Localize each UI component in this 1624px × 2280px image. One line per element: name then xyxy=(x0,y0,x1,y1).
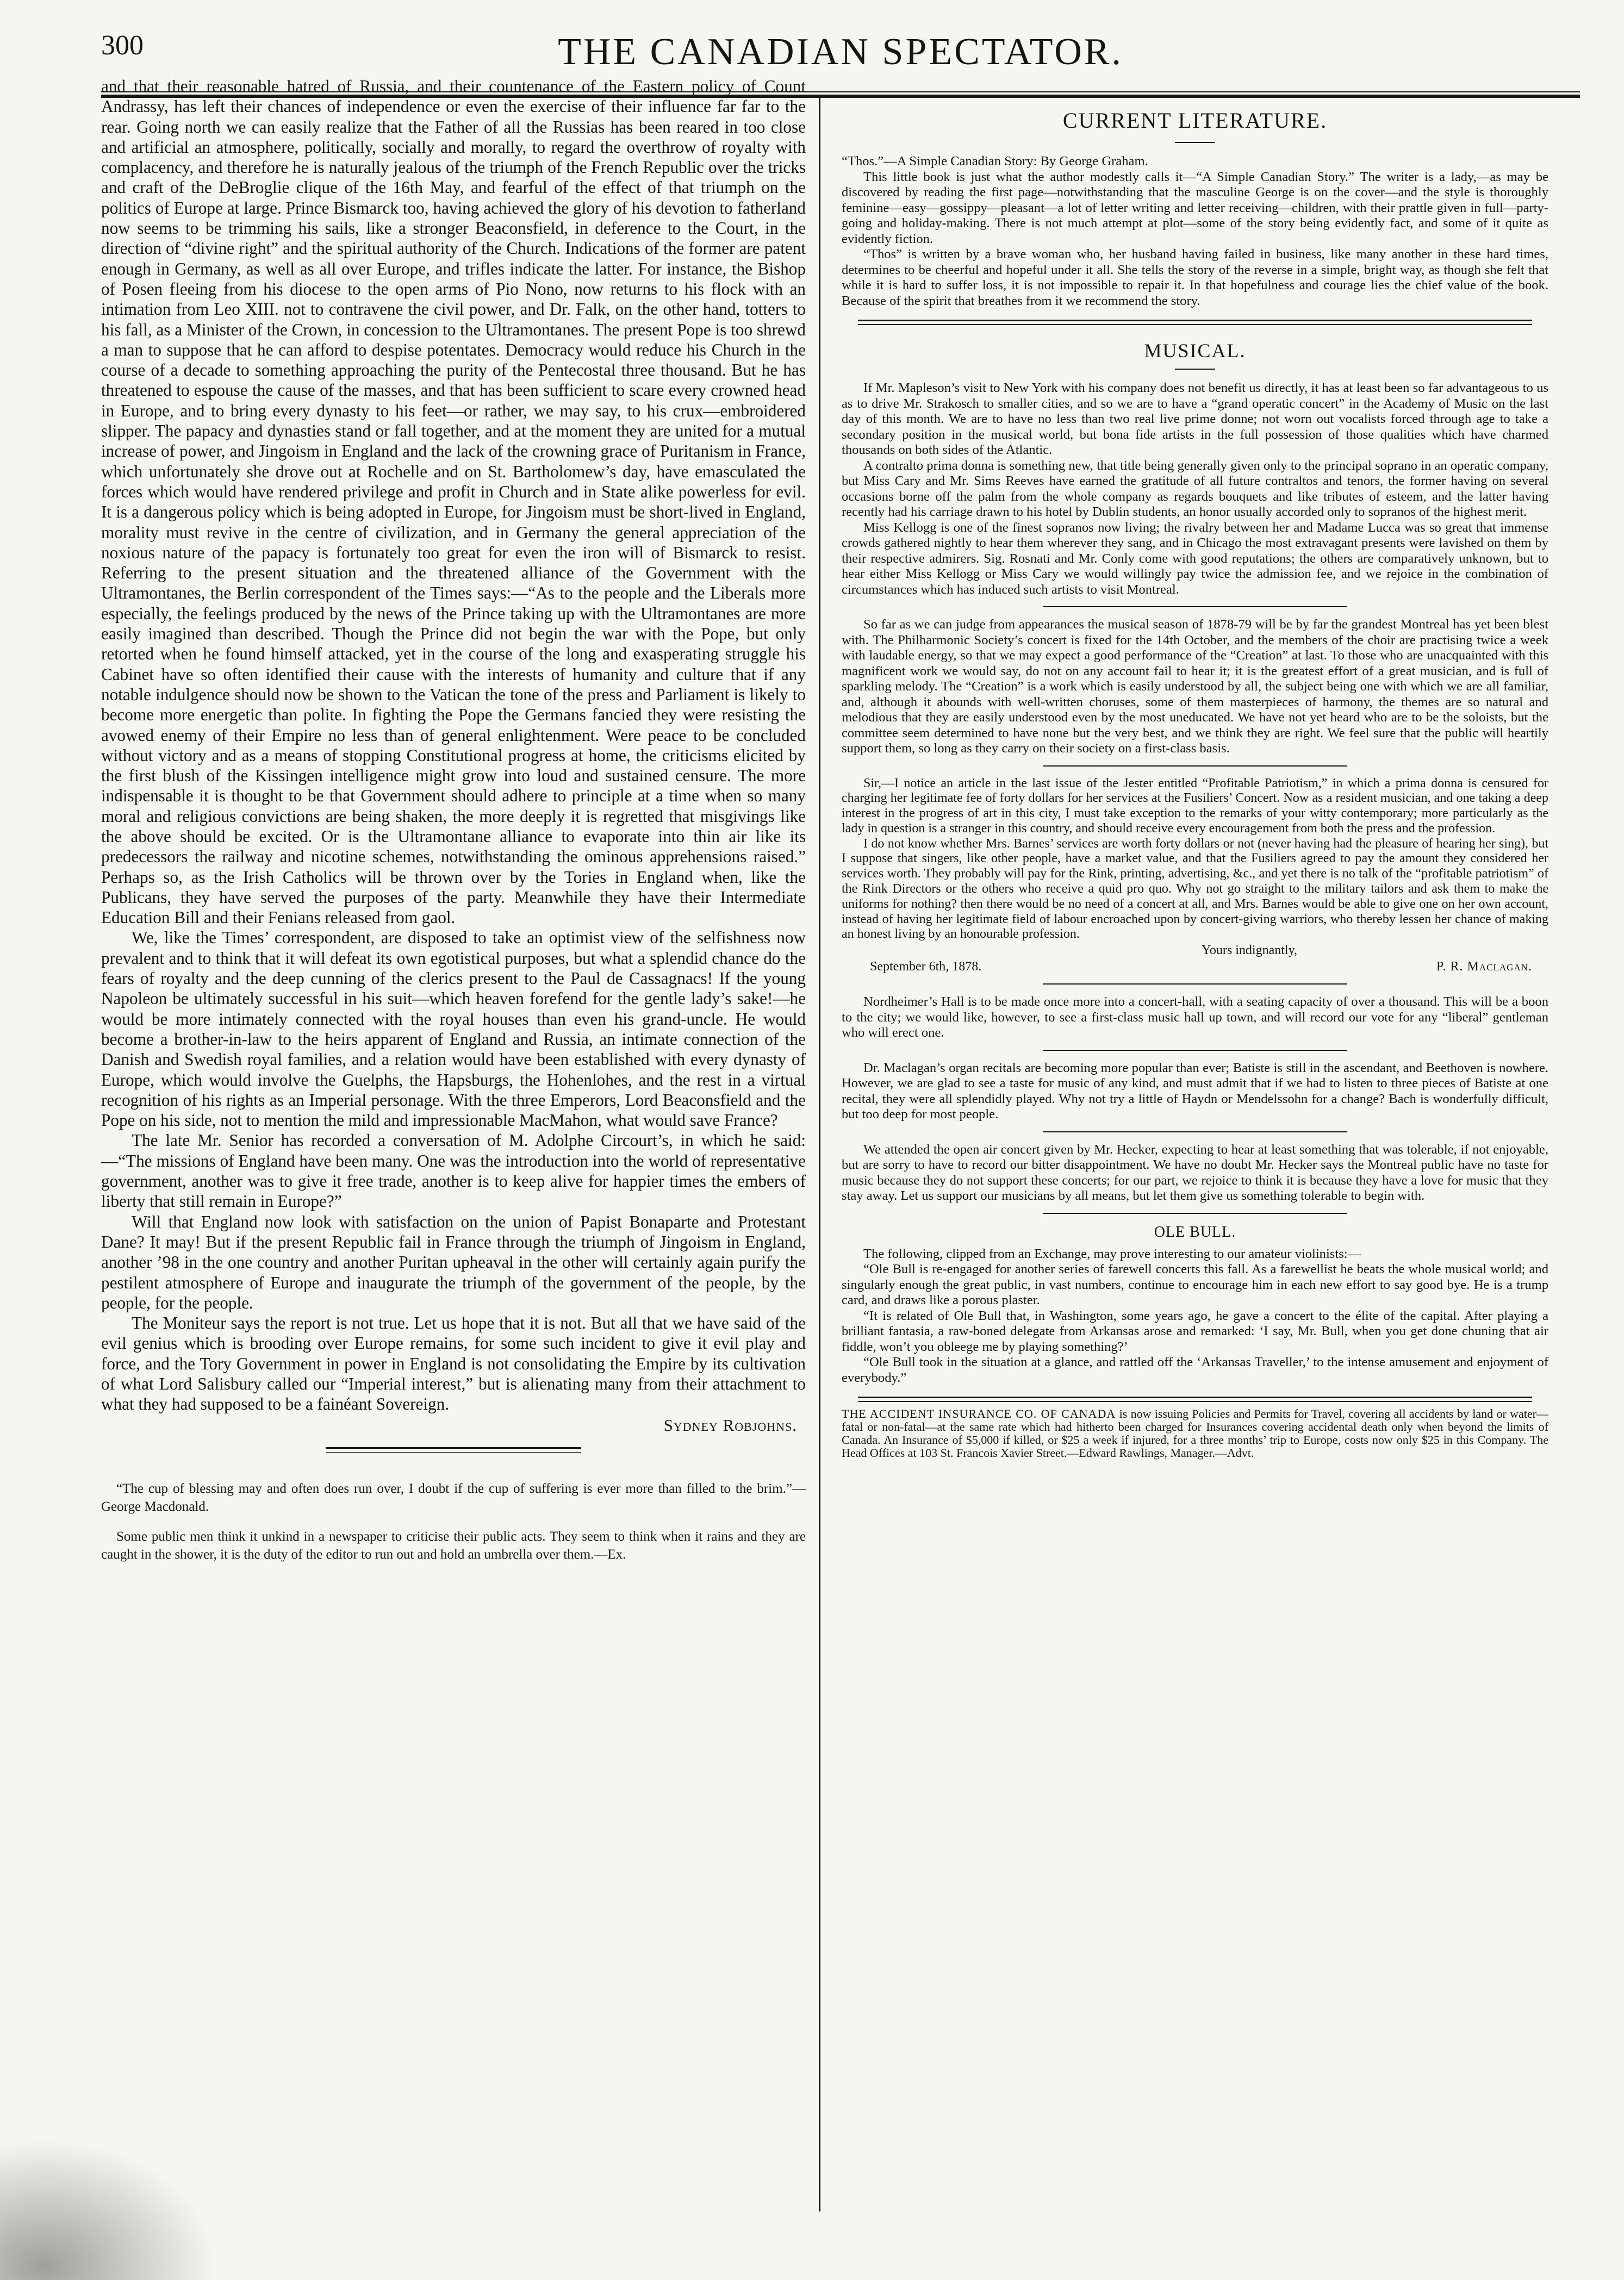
advert-text: is now issuing Policies and Permits for Travel, covering all accidents by land or water—fatal or non-fatal—at the same rate which had hitherto been charged for Insurances covering accidental death only when beyond the limits of Canada. An Insurance of $5,000 if killed, or $25 a week if injured, for a three months’ trip to Europe, costs now only $25 in this Company. The Head Offices at 103 St. Francois Xavier Street.—Edward Rawlings, Manager.—Advt. xyxy=(842,1407,1548,1460)
letter-paragraph: I do not know whether Mrs. Barnes’ services are worth forty dollars or not (never having had the pleasure of hearing her sing), but I suppose that singers, like other people, have a market value, and that the Fusiliers agreed to pay the amount they considered her services worth. They probably will pay for the Rink, printing, advertising, &c., and yet there is no talk of the “profitable patriotism” of the Rink Directors or the others who receive a quid pro quo. Why not go straight to the military tailors and ask them to make the uniforms for nothing? then there would be no need of a concert at all, and Mrs. Barnes would be able to give one on her own account, instead of having her legitimate field of labour encroached upon by concert-giving warriors, who thereby lessen her chance of making an honest living by an honourable profession. xyxy=(842,836,1548,942)
letter-signature: P. R. Maclagan. xyxy=(1436,960,1532,974)
letter-date: September 6th, 1878. xyxy=(870,960,982,974)
current-literature-heading: CURRENT LITERATURE. xyxy=(1062,108,1328,133)
quote-umbrella: Some public men think it unkind in a newspaper to criticise their public acts. They seem to think when it rains and they are caught in the shower, it is the duty of the editor to run out and hold an umbrella over them.—Ex. xyxy=(101,1529,806,1562)
musical-paragraph: If Mr. Mapleson’s visit to New York with his company does not benefit us directly, it has at least been so far advantageous to us as to drive Mr. Strakosch to smaller cities, and so we are to have a “grand operatic concert” in the Academy of Music on the last day of this month. We are to have no less than two real live prime donne; not worn out vocalists forced through age to take a secondary position in the musical world, but bona fide artists in the full possession of those qualities which have charmed thousands on both sides of the Atlantic. xyxy=(842,381,1548,457)
organ-recitals-paragraph: Dr. Maclagan’s organ recitals are becoming more popular than ever; Batiste is still in the ascendant, and Beethoven is nowhere. However, we are glad to see a taste for music of any kind, and must admit that if we had to listen to three pieces of Batiste at one recital, they were all splendidly played. Why not try a little of Haydn or Mendelssohn for a change? Bach is wonderfully difficult, but too deep for most people. xyxy=(842,1060,1548,1122)
musical-heading: MUSICAL. xyxy=(1144,340,1246,362)
book-title-line: “Thos.”—A Simple Canadian Story: By George Graham. xyxy=(842,154,1148,169)
item-separator xyxy=(1043,1050,1347,1051)
author-signature: Sydney Robjohns. xyxy=(663,1415,797,1435)
quotes xyxy=(101,1480,806,1563)
article-paragraph: The Moniteur says the report is not true. Let us hope that it is not. But all that we have said of the evil genius which is brooding over Europe remains, for some such incident to give it evil play and force, and the Tory Government in power in England is not consolidating the Empire by its cultivation of what Lord Salisbury called our “Imperial interest,” but is alienating many from their attachment to what they had supposed to be a fainéant Sovereign. xyxy=(101,1313,806,1414)
literature-paragraph: This little book is just what the author modestly calls it—“A Simple Canadian Story.” The writer is a lady,—as may be discovered by reading the first page—notwithstanding that the masculine George is on the cover—and the style is thoroughly feminine—easy—gossippy—pleasant—a lot of letter writing and letter receiving—children, with their prattle given in full—party-going and holiday-making. There is not much attempt at plot—some of the story being evidently fact, and some of it quite as evidently fiction. xyxy=(842,169,1548,246)
item-separator xyxy=(1043,606,1347,607)
quote-macdonald: “The cup of blessing may and often does run over, I doubt if the cup of suffering is ever more than filled to the brim.”—George Macdonald. xyxy=(101,1481,806,1514)
literature-paragraph: “Thos” is written by a brave woman who, her husband having failed in business, like many another in these hard times, determines to be cheerful and hopeful under it all. She tells the story of the reverse in a simple, bright way, as though she felt that while it is hard to suffer loss, it is not impossible to repair it. In that hopefulness and courage lies the chief value of the book. Because of the spirit that breathes from it we recommend the story. xyxy=(842,247,1548,308)
insurance-advertisement xyxy=(842,1407,1548,1460)
left-column xyxy=(101,76,806,2240)
page-number: 300 xyxy=(101,30,144,61)
nordheimer-paragraph: Nordheimer’s Hall is to be made once more into a concert-hall, with a seating capacity of over a thousand. This will be a boon to the city; we would like, however, to see a first-class music hall up town, and will record our vote for any “liberal” gentleman who will erect one. xyxy=(842,994,1548,1041)
heading-rule xyxy=(1175,142,1215,143)
item-separator xyxy=(1043,1131,1347,1132)
article-end-rule xyxy=(326,1447,581,1453)
ole-bull-paragraph: “Ole Bull is re-engaged for another series of farewell concerts this fall. As a farewellist he beats the whole musical world; and singularly enough the great public, in vast numbers, continue to encourage him in each new effort to say good bye. He is a trump card, and draws like a porous plaster. xyxy=(842,1262,1548,1308)
musical-paragraph: Miss Kellogg is one of the finest sopranos now living; the rivalry between her and Madame Lucca was so great that immense crowds gathered nightly to hear them wherever they sang, and in Chicago the most extravagant presents were lavished on them by their respective admirers. Sig. Rosnati and Mr. Conly come with good reputations; the others are comparatively unknown, but to hear either Miss Kellogg or Miss Cary we would willingly pay twice the admission fee, and we rejoice in the combination of circumstances which has induced such artists to visit Montreal. xyxy=(842,520,1548,597)
section-rule xyxy=(858,320,1532,325)
advert-title: THE ACCIDENT INSURANCE CO. OF CANADA xyxy=(842,1407,1116,1421)
letter-signoff xyxy=(842,958,1548,975)
musical-paragraph: A contralto prima donna is something new, that title being generally given only to the principal soprano in an operatic company, but Miss Cary and Mr. Sims Reeves have earned the gratitude of all future contraltos and tenors, the former having on several occasions borne off the palm from the whole company as regards bouquets and like tributes of esteem, and the latter having recently had his carriage drawn to his hotel by Dublin students, an honor usually accorded only to sopranos of the highest merit. xyxy=(842,458,1548,519)
article-paragraph: Will that England now look with satisfaction on the union of Papist Bonaparte and Protestant Dane? It may! But if the present Republic fail in France through the triumph of Jingoism in England, another ’98 in the one country and another Puritan upheaval in the other will certainly again purify the pestilent atmosphere of Europe and inaugurate the triumph of the government of the people, by the people, for the people. xyxy=(101,1212,806,1312)
ole-bull-paragraph: “Ole Bull took in the situation at a glance, and rattled off the ‘Arkansas Traveller,’ to the intense amusement and enjoyment of everybody.” xyxy=(842,1355,1548,1385)
article-paragraph: and that their reasonable hatred of Russia, and their countenance of the Eastern policy of Count Andrassy, has left their chances of independence or even the exercise of their influence far far to the rear. Going north we can easily realize that the Father of all the Russias has been reared in too close and artificial an atmosphere, politically, socially and morally, to regard the overthrow of royalty with complacency, and therefore he is naturally jealous of the triumph of the French Republic over the tricks and craft of the DeBroglie clique of the 16th May, and fearful of the effect of that triumph on the politics of Europe at large. Prince Bismarck too, having achieved the glory of his devotion to fatherland now seems to be trimming his sails, like a stronger Beaconsfield, in deference to the Court, in the direction of “divine right” and the spiritual authority of the Church. Indications of the former are patent enough in Germany, as well as all over Europe, and trifles indicate the latter. For instance, the Bishop of Posen fleeing from his diocese to the open arms of Pio Nono, now returns to his flock with an intimation from Leo XIII. not to contravene the civil power, and Dr. Falk, on the other hand, totters to his fall, as a Minister of the Crown, in concession to the Ultramontanes. The present Pope is too shrewd a man to suppose that he can afford to despise potentates. Democracy would reduce his Church in the course of a decade to something approaching the purity of the Pentecostal three thousand. But he has threatened to espouse the cause of the masses, and that has been sufficient to scare every crowned head in Europe, and to bring every dynasty to his feet—or rather, we may say, to his crux—embroidered slipper. The papacy and dynasties stand or fall together, and at the moment they are united for a mutual increase of power, and Jingoism in England and the lack of the crowning grace of Puritanism in France, which unfortunately she drove out at Rochelle and on St. Bartholomew’s day, have emasculated the forces which would have rendered privilege and profit in Church and in State alike powerless for evil. It is a dangerous policy which is being adopted in Europe, for Jingoism must be short-lived in England, morality must revive in the centre of civilization, and in Germany the general appreciation of the noxious nature of the papacy is fortunately too great for even the iron will of Bismarck to resist. Referring to the present situation and the threatened alliance of the Government with the Ultramontanes, the Berlin correspondent of the Times says:—“As to the people and the Liberals more especially, the feelings produced by the news of the Prince taking up with the Ultramontanes are more easily imagined than described. Though the Prince did not begin the war with the Pope, but only retorted when he found himself attacked, yet in the course of the long and exasperating struggle his Cabinet have so often identified their cause with the interests of humanity and culture that if any notable indulgence should now be shown to the Vatican the tone of the press and Parliament is likely to become more energetic than polite. In fighting the Pope the Germans fancied they were resisting the avowed enemy of their Empire no less than of general enlightenment. Were peace to be concluded without victory and as a means of stopping Constitutional progress at home, the criticisms elicited by the first blush of the Kissingen intelligence might grow into loud and sustained censure. The more indispensable it is thought to be that Government should adhere to principle at a time when so many moral and religious convictions are being shaken, the more deeply it is regretted that misgivings like the above should be excited. Or is the Ultramontane alliance to evaporate into thin air like its predecessors the railway and nicotine schemes, notwithstanding the ominous apprehensions raised.” Perhaps so, as the Irish Catholics will be thrown over by the Tories in England when, like the Publicans, they have served the purposes of the party. Meanwhile they have their Intermediate Education Bill and their Fenians released from gaol. xyxy=(101,77,806,927)
letter-paragraph: Sir,—I notice an article in the last issue of the Jester entitled “Profitable Patriotism,” in which a prima donna is censured for charging her legitimate fee of forty dollars for her services at the Fusiliers’ Concert. Now as a resident musician, and one taking a deep interest in the progress of art in this city, I must take exception to the remarks of your witty contemporary; more particularly as the lady in question is a stranger in this country, and should receive every encouragement from both the press and the profession. xyxy=(842,776,1548,836)
item-separator xyxy=(1043,1213,1347,1214)
musical-season-paragraph: So far as we can judge from appearances the musical season of 1878-79 will be by far the grandest Montreal has yet been blest with. The Philharmonic Society’s concert is fixed for the 14th October, and the members of the choir are practising twice a week with laudable energy, so that we may expect a good performance of the “Creation” at last. To those who are unacquainted with this magnificent work we would say, do not on any account fail to hear it; it is the greatest effort of a great musician, and is full of sparkling melody. The “Creation” is a work which is easily understood by all, the subject being one with which we are all familiar, and, although it abounds with well-written choruses, some of them masterpieces of harmony, the themes are so natural and melodious that they are easily understood even by the most uneducated. We have not yet heard who are to be the soloists, but the committee seem determined to have none but the very best, and we think they are right. We feel sure that the public will heartily support them, so long as they carry on their society on a first-class basis. xyxy=(842,617,1548,756)
ole-bull-intro: The following, clipped from an Exchange, may prove interesting to our amateur violinists:— xyxy=(863,1246,1361,1261)
column-divider xyxy=(819,97,820,2212)
ole-bull-heading: OLE BULL. xyxy=(1154,1223,1236,1241)
right-column xyxy=(842,97,1548,2250)
section-rule xyxy=(858,1397,1532,1402)
article-paragraph: We, like the Times’ correspondent, are disposed to take an optimist view of the selfishness now prevalent and to think that it will defeat its own egotistical purposes, but what a splendid chance do the fears of royalty and the deep cunning of the clerics present to the Paul de Cassagnacs! If the young Napoleon be ultimately successful in his suit—which heaven forefend for the gentle lady’s sake!—he would be more intimately connected with the royal houses than even his grand-uncle. He would become a brother-in-law to the heirs apparent of England and Russia, an intimate connection of the Danish and Swedish royal families, and a relation would have been established with every dynasty of Europe, which would involve the Guelphs, the Hapsburgs, the Hohenlohes, and the rest in a virtual recognition of his rights as an Imperial personage. With the three Emperors, Lord Beaconsfield and the Pope on his side, not to mention the mild and impressionable MacMahon, what would save France? xyxy=(101,928,806,1130)
letter-close: Yours indignantly, xyxy=(1201,943,1298,958)
open-air-concert-paragraph: We attended the open air concert given by Mr. Hecker, expecting to hear at least something that was tolerable, if not enjoyable, but are sorry to have to record our bitter disappointment. We have no doubt Mr. Hecker says the Montreal public have no taste for music because they do not support these concerts; for our part, we rejoice to think it is because they have a love for music that they stay away. Let us support our musicians by all means, but let them give us something tolerable to begin with. xyxy=(842,1142,1548,1204)
article-paragraph: The late Mr. Senior has recorded a conversation of M. Adolphe Circourt’s, in which he said:—“The missions of England have been many. One was the introduction into the world of representative government, another was to give it free trade, another is to keep alive for happier times the embers of liberty that still remain in Europe?” xyxy=(101,1131,806,1211)
ole-bull-paragraph: “It is related of Ole Bull that, in Washington, some years ago, he gave a concert to the élite of the capital. After playing a brilliant fantasia, a raw-boned delegate from Arkansas arose and remarked: ‘I say, Mr. Bull, when you get done chuning that air fiddle, won’t you obleege me by playing something?’ xyxy=(842,1308,1548,1354)
item-separator xyxy=(1043,765,1347,767)
page-smudge xyxy=(0,2139,217,2280)
letter-to-editor xyxy=(842,776,1548,943)
editorial-article xyxy=(101,76,806,1415)
heading-rule xyxy=(1175,369,1215,370)
item-separator xyxy=(1043,983,1347,985)
journal-title: THE CANADIAN SPECTATOR. xyxy=(558,31,1123,73)
